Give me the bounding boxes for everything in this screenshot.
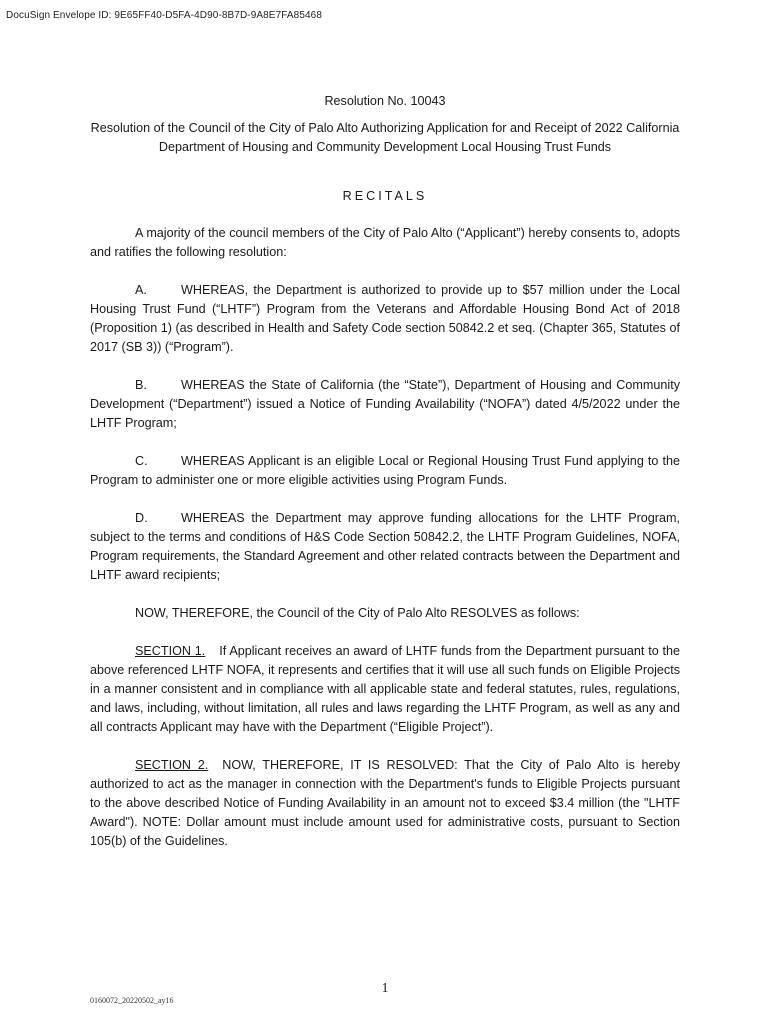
recital-b	[90, 376, 680, 433]
recital-letter: A.	[135, 283, 147, 297]
recital-letter: C.	[135, 454, 148, 468]
recitals-heading: RECITALS	[342, 189, 428, 203]
section-2	[90, 756, 680, 851]
section-1	[90, 642, 680, 737]
resolution-number: Resolution No. 10043	[324, 94, 446, 108]
docusign-envelope-id: DocuSign Envelope ID: 9E65FF40-D5FA-4D90-8B7D-9A8E7FA85468	[6, 10, 322, 21]
recital-letter: B.	[135, 378, 147, 392]
resolution-title: Resolution of the Council of the City of Palo Alto Authorizing Application for and Receipt of 2022 California Department of Housing and Community Development Local Housing Trust Funds	[90, 121, 680, 154]
recital-a	[90, 281, 680, 357]
section-text: NOW, THEREFORE, IT IS RESOLVED: That the City of Palo Alto is hereby authorized to act as the manager in connection with the Department's funds to Eligible Projects pursuant to the above described Notice of Funding Availability in an amount not to exceed $3.4 million (the "LHTF Award"). NOTE: Dollar amount must include amount used for administrative costs, pursuant to Section 105(b) of the Guidelines.	[90, 758, 680, 848]
page-number: 1	[381, 981, 389, 996]
section-text: If Applicant receives an award of LHTF funds from the Department pursuant to the above referenced LHTF NOFA, it represents and certifies that it will use all such funds on Eligible Projects in a manner consistent and in compliance with all applicable state and federal statutes, rules, regulations, and laws, including, without limitation, all rules and laws regarding the LHTF Program, as well as any and all contracts Applicant may have with the Department (“Eligible Project”).	[90, 644, 681, 734]
footer-code: 0160072_20220502_ay16	[90, 996, 174, 1005]
recital-text: WHEREAS, the Department is authorized to provide up to $57 million under the Local Housing Trust Fund (“LHTF”) Program from the Veterans and Affordable Housing Bond Act of 2018 (Proposition 1) (as described in Health and Safety Code section 50842.2 et seq. (Chapter 365, Statutes of 2017 (SB 3)) (“Program”).	[90, 283, 680, 354]
recital-c	[90, 452, 680, 490]
document-body	[90, 92, 680, 870]
section-label: SECTION 2.	[135, 758, 209, 772]
recital-text: WHEREAS Applicant is an eligible Local or Regional Housing Trust Fund applying to the Program to administer one or more eligible activities using Program Funds.	[90, 454, 680, 487]
recital-d	[90, 509, 680, 585]
section-label: SECTION 1.	[135, 644, 206, 658]
recital-text: WHEREAS the Department may approve funding allocations for the LHTF Program, subject to the terms and conditions of H&S Code Section 50842.2, the LHTF Program Guidelines, NOFA, Program requirements, the Standard Agreement and other related contracts between the Department and LHTF award recipients;	[90, 511, 680, 582]
intro-paragraph: A majority of the council members of the City of Palo Alto (“Applicant”) hereby consents to, adopts and ratifies the following resolution:	[90, 226, 680, 259]
recital-letter: D.	[135, 511, 148, 525]
now-therefore-paragraph: NOW, THEREFORE, the Council of the City of Palo Alto RESOLVES as follows:	[135, 606, 580, 620]
recital-text: WHEREAS the State of California (the “State”), Department of Housing and Community Development (“Department”) issued a Notice of Funding Availability (“NOFA”) dated 4/5/2022 under the LHTF Program;	[90, 378, 680, 430]
